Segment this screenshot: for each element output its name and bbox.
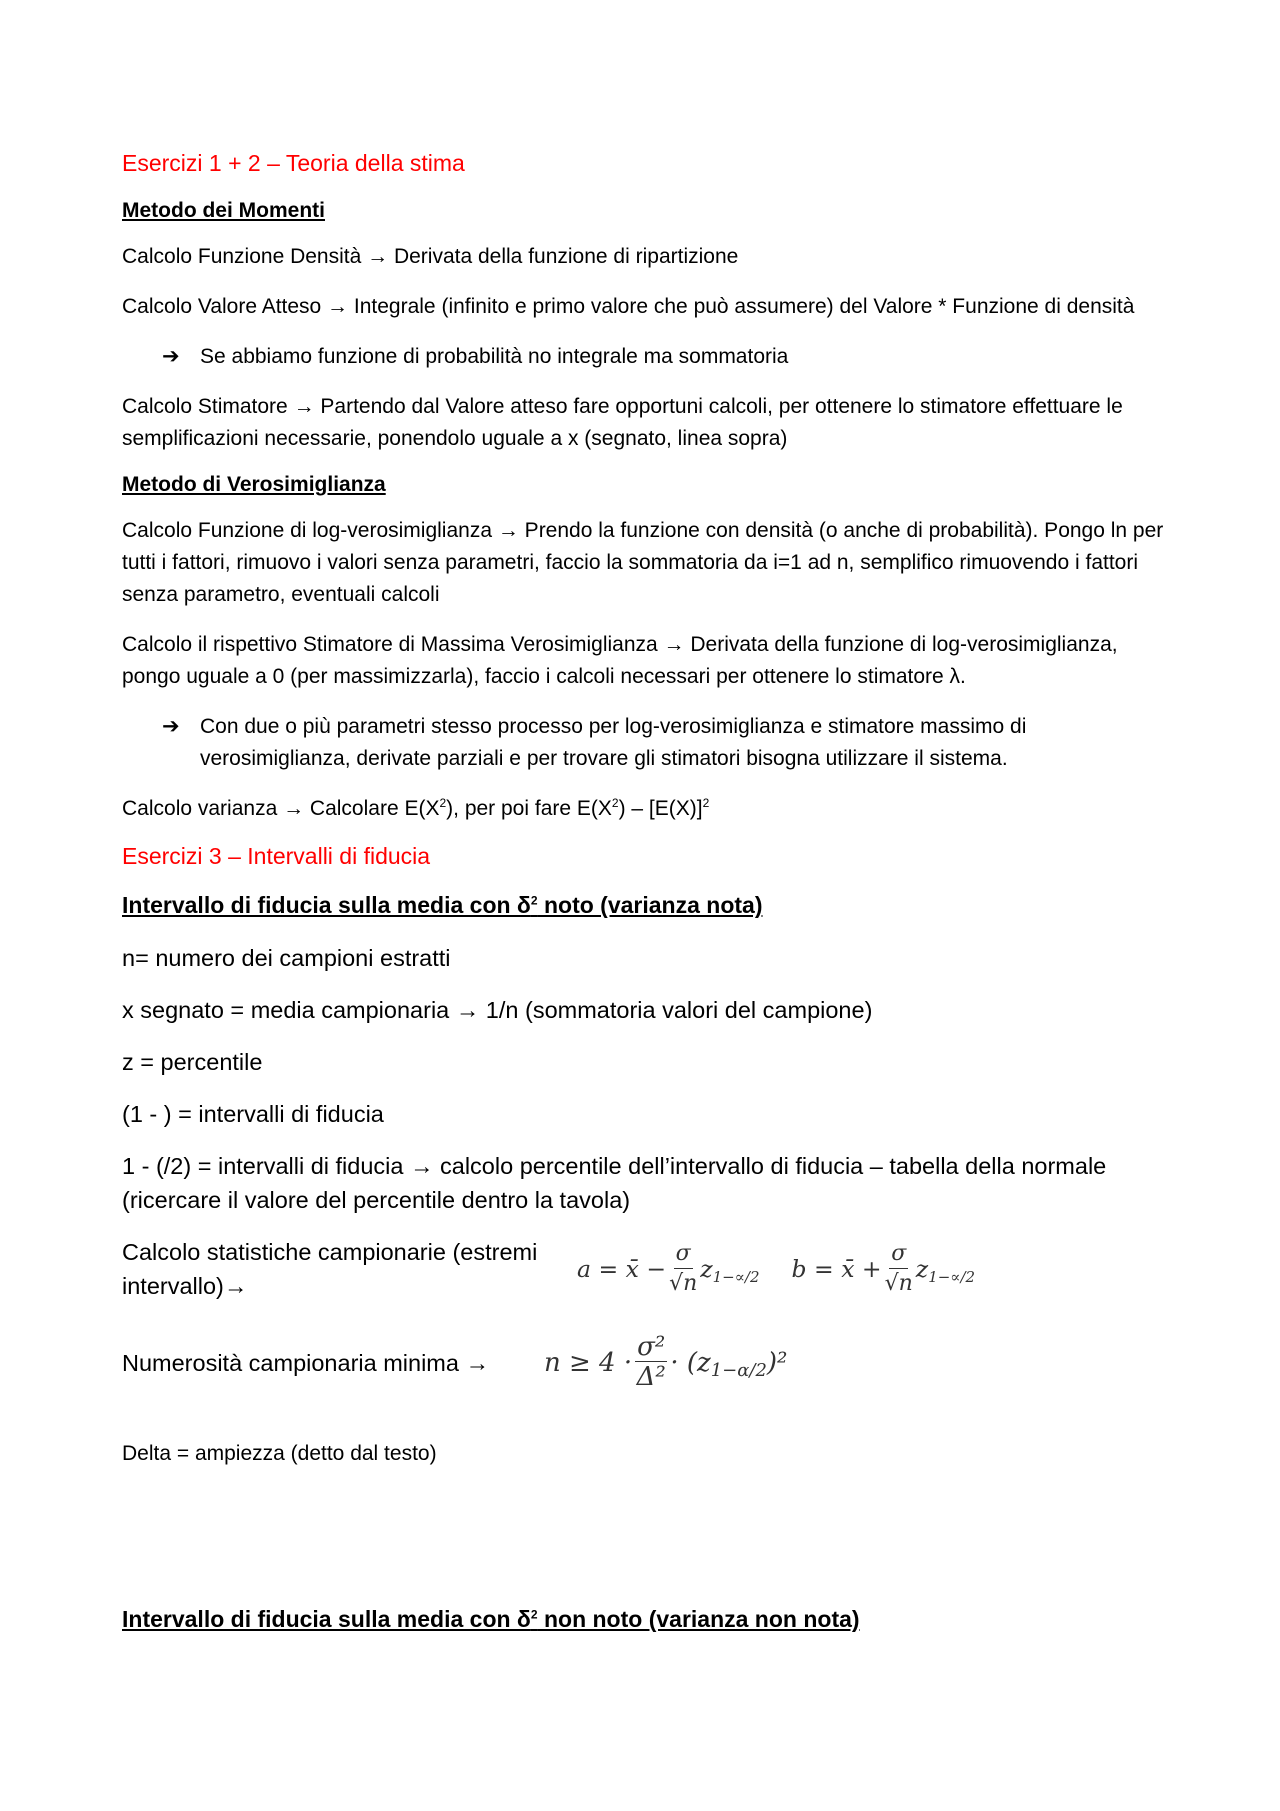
formula-row-numerosita	[122, 1333, 1172, 1392]
para-massima-verosimiglianza: Calcolo il rispettivo Stimatore di Massima Verosimiglianza → Derivata della funzione di log-verosimiglianza, pongo uguale a 0 (per massimizzarla), faccio i calcoli necessari per ottenere lo stimatore λ.	[122, 633, 1118, 688]
formula-a-lhs: a = x̄ −	[577, 1255, 667, 1283]
formula-numerosita-label: Numerosità campionaria minima →	[122, 1349, 489, 1376]
para-funzione-densita: Calcolo Funzione Densità → Derivata della funzione di ripartizione	[122, 245, 739, 268]
sup-2: 2	[439, 796, 447, 810]
varianza-text-a: Calcolo varianza → Calcolare E(X	[122, 797, 440, 820]
fraction-num: σ	[889, 1240, 908, 1269]
heading-metodo-momenti: Metodo dei Momenti	[122, 199, 325, 222]
heading-metodo-verosimiglianza: Metodo di Verosimiglianza	[122, 473, 386, 496]
heading-varianza-non-nota-b: non noto (varianza non nota)	[537, 1606, 860, 1632]
formula-b-lhs: b = x̄ +	[791, 1255, 882, 1283]
bullet-sommatoria	[122, 341, 1172, 373]
section-title-stima: Esercizi 1 + 2 – Teoria della stima	[122, 150, 465, 176]
para-intervalli-fiducia: (1 - ) = intervalli di fiducia	[122, 1101, 384, 1127]
heading-varianza-non-nota	[122, 1606, 1172, 1633]
fraction-sigma2-delta2	[635, 1333, 667, 1392]
formula-estremi-label: Calcolo statistiche campionarie (estremi intervallo)→	[122, 1239, 538, 1299]
formula-n-close: )²	[766, 1347, 788, 1378]
bullet-piu-parametri	[122, 711, 1172, 775]
fraction-sigma-sqrt-n	[669, 1240, 697, 1299]
formula-numerosita	[544, 1333, 787, 1392]
formula-b-sub: 1−∝/2	[928, 1268, 976, 1286]
formula-n-rhs: · (z	[670, 1347, 711, 1378]
formula-a-sub: 1−∝/2	[712, 1268, 760, 1286]
section-title-intervalli: Esercizi 3 – Intervalli di fiducia	[122, 843, 431, 869]
arrow-bullet-icon: ➔	[162, 345, 180, 368]
fraction-den: √n	[884, 1270, 913, 1296]
fraction-sigma-sqrt-n	[885, 1240, 913, 1299]
sup-2: 2	[611, 796, 619, 810]
sup-2: 2	[702, 796, 710, 810]
para-valore-atteso: Calcolo Valore Atteso → Integrale (infinito e primo valore che può assumere) del Valore * Funzione di densità	[122, 295, 1135, 318]
formula-n-lhs: n ≥ 4 ·	[544, 1347, 633, 1378]
fraction-num: σ	[674, 1240, 693, 1269]
varianza-text-c: ) – [E(X)]	[618, 797, 703, 820]
bullet-piu-parametri-text: Con due o più parametri stesso processo per log-verosimiglianza e stimatore massimo di verosimiglianza, derivate parziali e per trovare gli stimatori bisogna utilizzare il sistema.	[200, 715, 1027, 770]
formula-b-z: z	[915, 1255, 929, 1283]
heading-varianza-nota-b: noto (varianza nota)	[537, 892, 763, 918]
para-percentile: z = percentile	[122, 1049, 263, 1075]
para-x-segnato: x segnato = media campionaria → 1/n (sommatoria valori del campione)	[122, 997, 873, 1023]
formula-a-z: z	[700, 1255, 713, 1283]
para-calcolo-varianza	[122, 793, 1172, 825]
para-percentile-intervallo: 1 - (/2) = intervalli di fiducia → calcolo percentile dell’intervallo di fiducia – tabella della normale (ricercare il valore del percentile dentro la tavola)	[122, 1153, 1107, 1213]
bullet-sommatoria-text: Se abbiamo funzione di probabilità no integrale ma sommatoria	[200, 345, 789, 368]
para-stimatore: Calcolo Stimatore → Partendo dal Valore atteso fare opportuni calcoli, per ottenere lo stimatore effettuare le semplificazioni necessarie, ponendolo uguale a x (segnato, linea sopra)	[122, 395, 1123, 450]
formula-n-sub: 1−α/2	[710, 1360, 767, 1381]
formula-estremi	[577, 1240, 975, 1299]
document-page	[122, 150, 1172, 1655]
heading-varianza-non-nota-a: Intervallo di fiducia sulla media con δ	[122, 1606, 531, 1632]
fraction-den: Δ²	[636, 1362, 666, 1392]
para-log-verosimiglianza: Calcolo Funzione di log-verosimiglianza → Prendo la funzione con densità (o anche di probabilità). Pongo ln per tutti i fattori, rimuovo i valori senza parametri, faccio la sommatoria da i=1 ad n, semplifico rimuovendo i fattori senza parametro, eventuali calcoli	[122, 519, 1164, 606]
varianza-text-b: ), per poi fare E(X	[446, 797, 612, 820]
heading-varianza-nota-a: Intervallo di fiducia sulla media con δ	[122, 892, 531, 918]
sup-2: 2	[530, 1607, 538, 1622]
fraction-den: √n	[669, 1270, 698, 1296]
formula-row-estremi	[122, 1235, 1172, 1303]
sup-2: 2	[530, 893, 538, 908]
fraction-num: σ²	[637, 1332, 666, 1362]
para-delta: Delta = ampiezza (detto dal testo)	[122, 1442, 437, 1465]
arrow-bullet-icon: ➔	[162, 715, 180, 738]
heading-varianza-nota	[122, 892, 1172, 919]
para-n-campioni: n= numero dei campioni estratti	[122, 945, 451, 971]
